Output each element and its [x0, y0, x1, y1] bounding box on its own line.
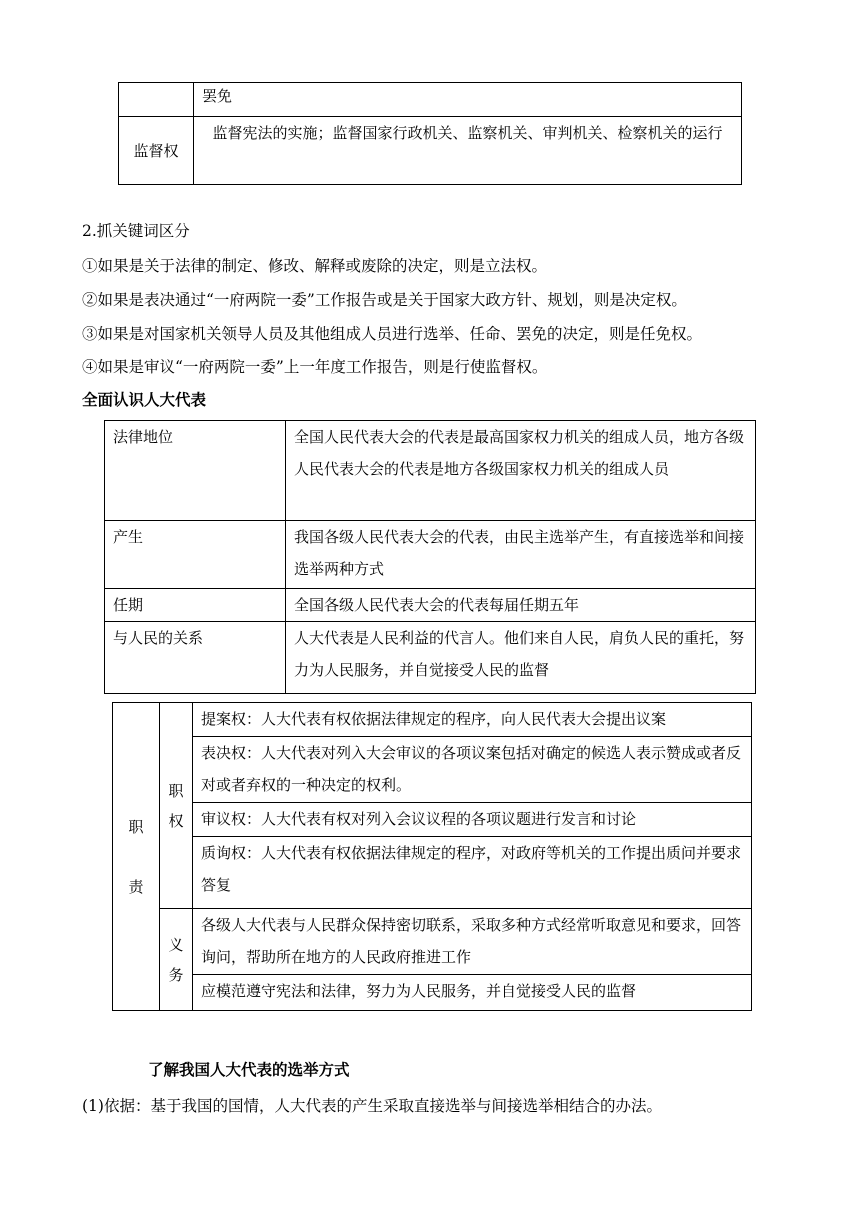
table-cell: 应模范遵守宪法和法律，努力为人民服务，并自觉接受人民的监督 — [193, 975, 752, 1011]
table-cell: 表决权：人大代表对列入大会审议的各项议案包括对确定的候选人表示赞成或者反对或者弃权的一种决定的权利。 — [193, 737, 752, 803]
duty-label: 职 责 — [113, 703, 160, 1011]
list-item: ①如果是关于法律的制定、修改、解释或废除的决定，则是立法权。 — [82, 257, 548, 275]
section-heading: 了解我国人大代表的选举方式 — [148, 1061, 350, 1079]
power-label: 职 权 — [160, 703, 193, 909]
section-heading: 全面认识人大代表 — [82, 391, 207, 409]
table-cell: 任期 — [105, 589, 286, 622]
list-item: ④如果是审议“一府两院一委”上一年度工作报告，则是行使监督权。 — [82, 358, 548, 376]
obligation-label: 义 务 — [160, 909, 193, 1011]
powers-table — [118, 82, 742, 185]
table-cell: 人大代表是人民利益的代言人。他们来自人民，肩负人民的重托，努力为人民服务，并自觉接受人民的监督 — [286, 622, 756, 694]
table-cell: 各级人大代表与人民群众保持密切联系，采取多种方式经常听取意见和要求，回答询问，帮助所在地方的人民政府推进工作 — [193, 909, 752, 975]
table-cell: 与人民的关系 — [105, 622, 286, 694]
table-cell: 产生 — [105, 521, 286, 589]
paragraph: (1)依据：基于我国的国情，人大代表的产生采取直接选举与间接选举相结合的办法。 — [82, 1097, 662, 1115]
representative-table — [104, 420, 756, 694]
duties-table — [112, 702, 752, 1011]
table-cell: 监督宪法的实施；监督国家行政机关、监察机关、审判机关、检察机关的运行 — [194, 117, 742, 185]
table-cell: 审议权：人大代表有权对列入会议议程的各项议题进行发言和讨论 — [193, 803, 752, 837]
table-cell: 我国各级人民代表大会的代表，由民主选举产生，有直接选举和间接选举两种方式 — [286, 521, 756, 589]
section-heading: 2.抓关键词区分 — [82, 222, 190, 240]
table-cell: 监督权 — [119, 117, 194, 185]
table-cell: 法律地位 — [105, 421, 286, 521]
list-item: ③如果是对国家机关领导人员及其他组成人员进行选举、任命、罢免的决定，则是任免权。 — [82, 325, 703, 343]
table-cell — [119, 83, 194, 117]
table-cell: 质询权：人大代表有权依据法律规定的程序，对政府等机关的工作提出质问并要求答复 — [193, 837, 752, 909]
table-cell: 全国人民代表大会的代表是最高国家权力机关的组成人员，地方各级人民代表大会的代表是地方各级国家权力机关的组成人员 — [286, 421, 756, 521]
table-cell: 全国各级人民代表大会的代表每届任期五年 — [286, 589, 756, 622]
table-cell: 提案权：人大代表有权依据法律规定的程序，向人民代表大会提出议案 — [193, 703, 752, 737]
table-cell: 罢免 — [194, 83, 742, 117]
list-item: ②如果是表决通过“一府两院一委”工作报告或是关于国家大政方针、规划，则是决定权。 — [82, 291, 687, 309]
